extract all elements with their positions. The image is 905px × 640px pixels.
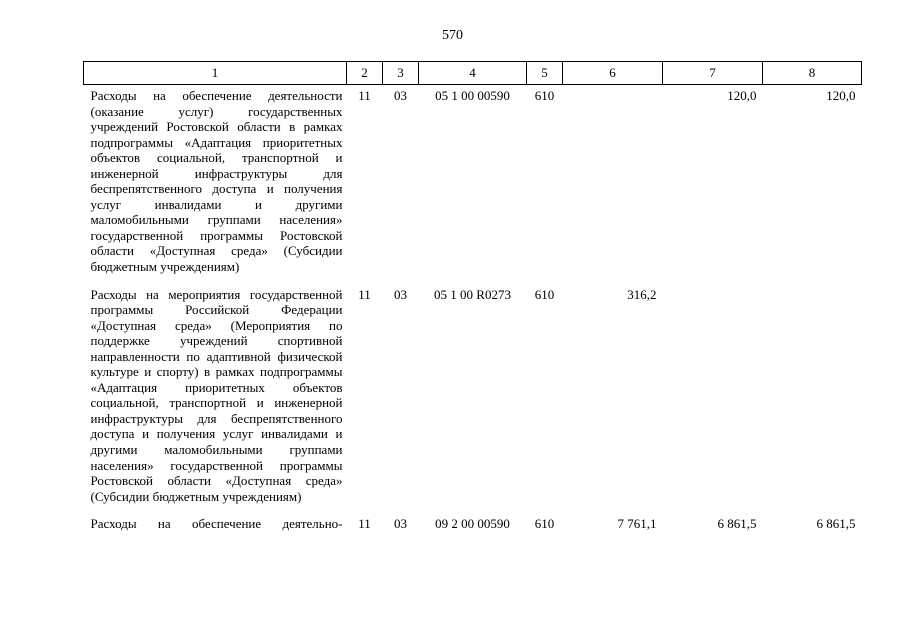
section-code: 11 <box>358 286 371 302</box>
page-number: 570 <box>442 28 463 43</box>
amount-col8: 6 861,5 <box>816 516 856 532</box>
subsection-code: 03 <box>394 88 407 103</box>
row-description: Расходы на обеспечение деятельно- <box>90 516 343 532</box>
header-cell-8: 8 <box>763 62 862 85</box>
amount-col7 <box>663 284 763 514</box>
header-row <box>84 62 862 85</box>
header-cell-4: 4 <box>419 62 527 85</box>
amount-col6 <box>563 85 663 284</box>
budget-table <box>83 61 862 532</box>
amount-col6: 316,2 <box>627 286 657 302</box>
row-description: Расходы на мероприятия государственной программы Российской Федерации «Доступная среда» (Мероприятия по поддержке учреждений спортивной направленности по адаптивной физической культуре и спорту) в рамках подпрограммы «Адаптация приоритетных объектов социальной, транспортной и инженерной инфраструктуры для беспрепятственного доступа и получения услуг инвалидами и другими маломобильными группами населения» государственной программы Ростовской области «Доступная среда» (Субсидии бюджетным учреждениям) <box>90 286 343 504</box>
expense-type-code: 610 <box>534 88 555 103</box>
expense-type-code: 610 <box>534 286 555 302</box>
header-cell-7: 7 <box>663 62 763 85</box>
target-article-code: 05 1 00 R0273 <box>434 286 511 302</box>
target-article-code: 05 1 00 00590 <box>435 88 510 103</box>
subsection-code: 03 <box>394 286 407 302</box>
amount-col8: 120,0 <box>826 88 856 103</box>
table-row <box>84 85 862 284</box>
header-cell-5: 5 <box>527 62 563 85</box>
header-cell-6: 6 <box>563 62 663 85</box>
section-code: 11 <box>358 516 371 532</box>
amount-col7: 120,0 <box>727 88 757 103</box>
header-cell-1: 1 <box>84 62 347 85</box>
header-cell-2: 2 <box>347 62 383 85</box>
target-article-code: 09 2 00 00590 <box>435 516 510 532</box>
section-code: 11 <box>358 88 371 103</box>
header-cell-3: 3 <box>383 62 419 85</box>
amount-col8 <box>763 284 862 514</box>
amount-col7: 6 861,5 <box>717 516 757 532</box>
table-row <box>84 513 862 532</box>
subsection-code: 03 <box>394 516 407 532</box>
amount-col6: 7 761,1 <box>617 516 657 532</box>
row-description: Расходы на обеспечение деятельности (оказание услуг) государственных учреждений Ростовской области в рамках подпрограммы «Адаптация приоритетных объектов социальной, транспортной и инженерной инфраструктуры для беспрепятственного доступа и получения услуг инвалидами и другими маломобильными группами населения» государственной программы Ростовской области «Доступная среда» (Субсидии бюджетным учреждениям) <box>90 88 343 275</box>
expense-type-code: 610 <box>534 516 555 532</box>
table-row <box>84 284 862 514</box>
